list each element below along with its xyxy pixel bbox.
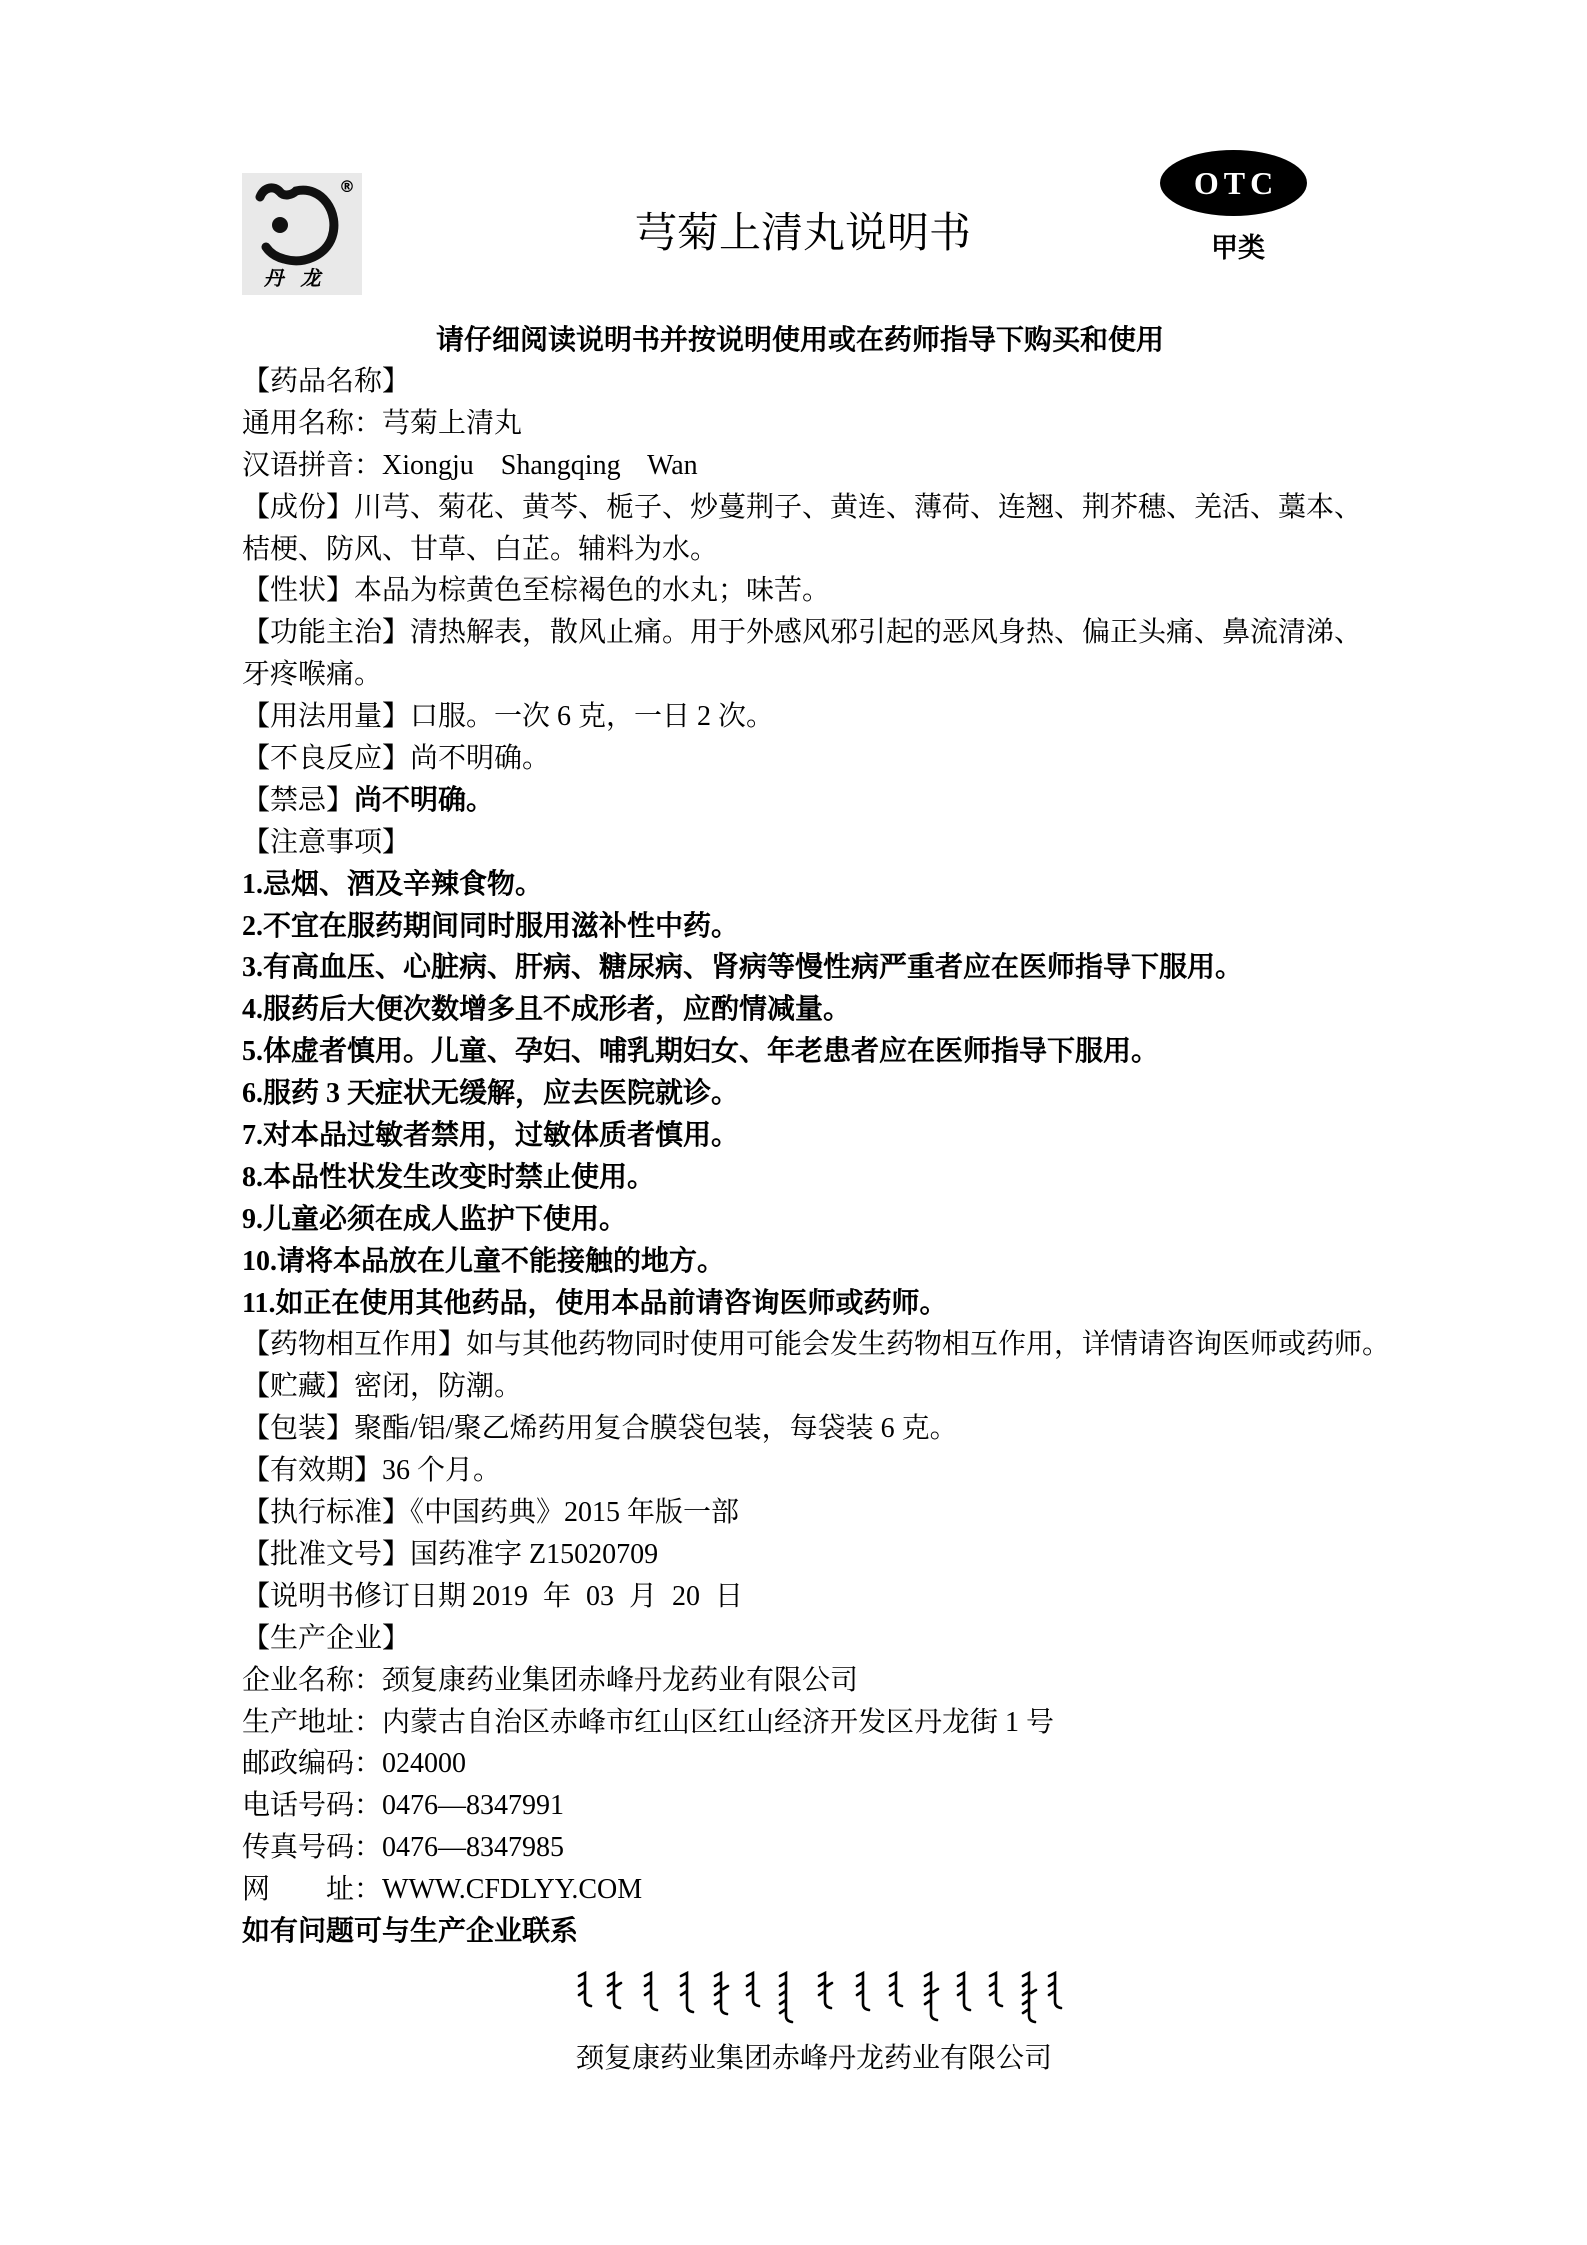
precaution-item: 10.请将本品放在儿童不能接触的地方。 [242,1245,726,1277]
mongolian-script-word [890,1973,902,2006]
field-label: 电话号码： [242,1790,383,1822]
section-label: 【性状】 [242,575,355,607]
storage-row [242,1366,1462,1408]
mongolian-glyph-stroke [857,1973,869,2010]
precaution-item: 1.忌烟、酒及辛辣食物。 [242,868,544,900]
leaflet-body [242,361,1462,1953]
section-value: 桔梗、防风、甘草、白芷。辅料为水。 [242,533,719,565]
postcode-row [242,1743,1462,1785]
adverse-reactions-row [242,738,1462,780]
section-value: 2019 年 03 月 20 日 [472,1580,744,1612]
section-value: 尚不明确。 [354,784,495,816]
mongolian-glyph-stroke [990,1973,1002,2006]
pinyin-row [242,445,1462,487]
mongolian-script-word [958,1973,970,2010]
mongolian-script-word [990,1973,1002,2006]
field-label: 网 址： [242,1874,383,1906]
field-label: 生产地址： [242,1706,383,1738]
field-value: Xiongju Shangqing Wan [382,449,698,481]
section-value: 川芎、菊花、黄芩、栀子、炒蔓荆子、黄连、薄荷、连翘、荆芥穗、羌活、藁本、 [354,491,1363,523]
mongolian-script-word [857,1973,869,2010]
otc-badge [1160,150,1307,216]
field-label: 汉语拼音： [242,449,383,481]
ingredients-row-continued [242,529,1462,571]
reading-notice: 请仔细阅读说明书并按说明使用或在药师指导下购买和使用 [436,325,1165,356]
field-label: 通用名称： [242,407,383,439]
mongolian-glyph-stroke [819,1973,832,2008]
danlong-logo [242,173,362,295]
generic-name-row [242,403,1462,445]
company-name-row [242,1660,1462,1702]
section-value: 口服。一次 6 克，一日 2 次。 [410,701,775,733]
section-label: 【批准文号】 [242,1538,411,1570]
mongolian-glyph-stroke [958,1973,970,2010]
field-value: 芎菊上清丸 [382,407,523,439]
mongolian-script-word [747,1973,759,2006]
standard-row [242,1492,1462,1534]
field-label: 企业名称： [242,1664,383,1696]
mongolian-script-word [1023,1973,1036,2022]
precaution-item: 9.儿童必须在成人监护下使用。 [242,1203,628,1235]
section-value: 如与其他药物同时使用可能会发生药物相互作用，详情请咨询医师或药师。 [466,1329,1391,1361]
field-value: WWW.CFDLYY.COM [382,1874,643,1906]
section-value: 牙疼喉痛。 [242,659,383,691]
mongolian-script-line [577,1970,1067,2026]
section-heading: 【生产企业】 [242,1622,411,1654]
mongolian-glyph-stroke [780,1973,792,2022]
mongolian-glyph-stroke [645,1973,657,2010]
precaution-item: 11.如正在使用其他药品，使用本品前请咨询医师或药师。 [242,1287,948,1319]
section-value: 聚酯/铝/聚乙烯药用复合膜袋包装，每袋装 6 克。 [354,1413,958,1445]
section-value: 36 个月。 [382,1455,502,1487]
precaution-item: 7.对本品过敏者禁用，过敏体质者慎用。 [242,1120,740,1152]
field-value: 0476—8347985 [382,1832,565,1864]
registered-trademark-mark: ® [339,177,355,196]
field-value: 内蒙古自治区赤峰市红山区红山经济开发区丹龙街 1 号 [382,1706,1055,1738]
section-label: 【成份】 [242,491,355,523]
properties-row [242,570,1462,612]
section-label: 【说明书修订日期 [242,1580,467,1612]
mongolian-script-word [579,1973,591,2006]
mongolian-glyph-stroke [608,1973,621,2008]
field-value: 颈复康药业集团赤峰丹龙药业有限公司 [382,1664,859,1696]
mongolian-glyph-stroke [1049,1973,1061,2008]
mongolian-glyph-stroke [579,1973,591,2006]
fax-row [242,1827,1462,1869]
mongolian-glyph-stroke [1023,1973,1036,2022]
field-value: 024000 [382,1748,467,1780]
field-label: 传真号码： [242,1832,383,1864]
section-label: 【用法用量】 [242,701,411,733]
mongolian-glyph-stroke [747,1973,759,2006]
section-label: 【不良反应】 [242,743,411,775]
mongolian-script-word [715,1973,728,2014]
address-row [242,1702,1462,1744]
mongolian-script-word [645,1973,657,2010]
section-value: 国药准字 Z15020709 [410,1538,659,1570]
section-value: 清热解表，散风止痛。用于外感风邪引起的恶风身热、偏正头痛、鼻流清涕、 [410,617,1363,649]
contraindications-row [242,780,1462,822]
mongolian-glyph-stroke [925,1973,938,2020]
interactions-row [242,1324,1462,1366]
mongolian-script-word [608,1973,621,2008]
logo-brand-text: 丹 龙 [263,268,327,290]
mongolian-script-word [819,1973,832,2008]
mongolian-glyph-stroke [681,1973,693,2012]
precaution-item: 5.体虚者慎用。儿童、孕妇、哺乳期妇女、年老患者应在医师指导下服用。 [242,1036,1160,1068]
contact-note: 如有问题可与生产企业联系 [242,1915,579,1947]
mongolian-glyph-stroke [890,1973,902,2006]
approval-number-row [242,1534,1462,1576]
section-label: 【执行标准】 [242,1497,411,1529]
section-label: 【功能主治】 [242,617,411,649]
revision-date-row [242,1576,1462,1618]
precaution-item: 6.服药 3 天症状无缓解，应去医院就诊。 [242,1078,740,1110]
mongolian-glyph-stroke [715,1973,728,2014]
section-heading: 【注意事项】 [242,826,411,858]
precaution-item: 3.有高血压、心脏病、肝病、糖尿病、肾病等慢性病严重者应在医师指导下服用。 [242,952,1244,984]
ingredients-row [242,487,1462,529]
section-label: 【禁忌】 [242,784,355,816]
mongolian-script-word [780,1973,792,2022]
section-label: 【有效期】 [242,1455,383,1487]
mongolian-script-word [1049,1973,1061,2008]
dosage-row [242,696,1462,738]
website-row [242,1869,1462,1911]
indications-row-continued [242,654,1462,696]
section-value: 本品为棕黄色至棕褐色的水丸；味苦。 [354,575,831,607]
section-value: 《中国药典》2015 年版一部 [410,1497,740,1529]
indications-row [242,612,1462,654]
precaution-item: 2.不宜在服药期间同时服用滋补性中药。 [242,910,740,942]
document-title: 芎菊上清丸说明书 [635,211,972,257]
section-heading-precautions [242,822,1462,864]
section-label: 【包装】 [242,1413,355,1445]
section-heading-drug-name [242,361,1462,403]
section-heading-manufacturer [242,1618,1462,1660]
phone-row [242,1785,1462,1827]
mongolian-script-word [681,1973,693,2012]
section-value: 尚不明确。 [410,743,551,775]
section-value: 密闭，防潮。 [354,1371,523,1403]
otc-badge-label: OTC [1193,165,1279,201]
field-value: 0476—8347991 [382,1790,565,1822]
section-label: 【贮藏】 [242,1371,355,1403]
otc-category-label: 甲类 [1211,233,1265,264]
packaging-row [242,1408,1462,1450]
section-heading: 【药品名称】 [242,366,411,397]
footer-company-name: 颈复康药业集团赤峰丹龙药业有限公司 [576,2043,1053,2074]
shelf-life-row [242,1450,1462,1492]
field-label: 邮政编码： [242,1748,383,1780]
section-label: 【药物相互作用】 [242,1329,467,1361]
mongolian-script-word [925,1973,938,2020]
precaution-item: 4.服药后大便次数增多且不成形者，应酌情减量。 [242,994,852,1026]
precaution-item: 8.本品性状发生改变时禁止使用。 [242,1161,656,1193]
